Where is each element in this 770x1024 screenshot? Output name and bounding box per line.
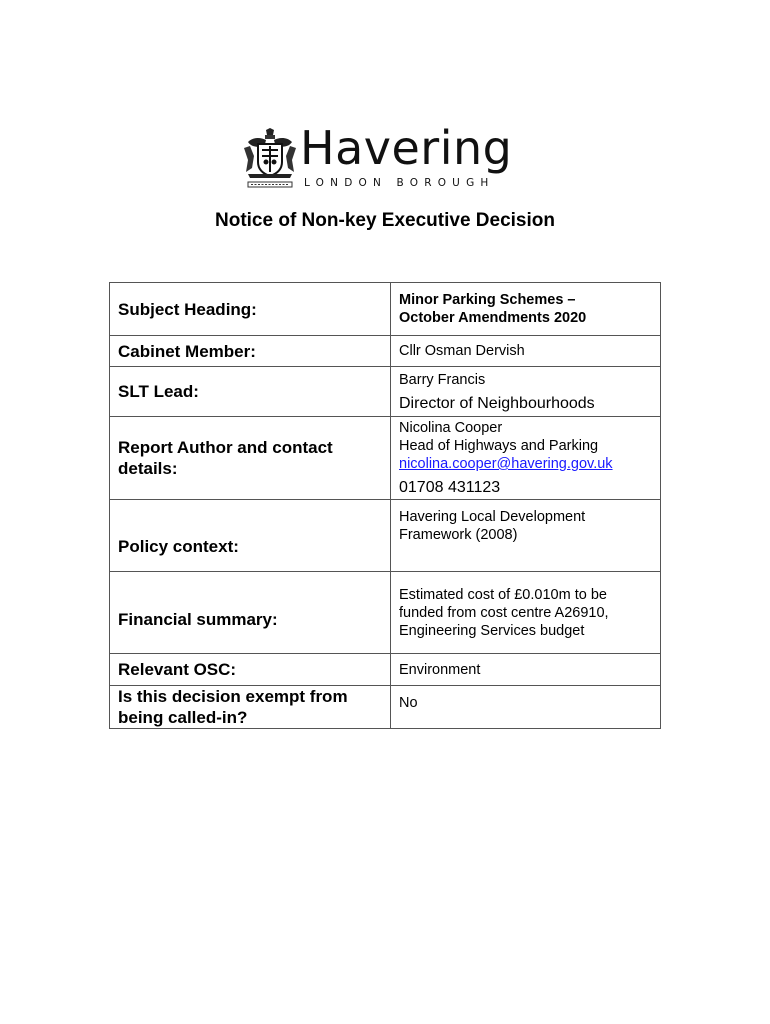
subject-heading-value: Minor Parking Schemes – October Amendments 2020: [391, 283, 661, 336]
cabinet-member-label: Cabinet Member:: [110, 336, 391, 367]
page-title: Notice of Non-key Executive Decision: [215, 210, 555, 231]
exempt-label: Is this decision exempt from being called-in?: [110, 686, 391, 729]
relevant-osc-label: Relevant OSC:: [110, 654, 391, 686]
borough-crest-icon: [242, 128, 298, 190]
financial-summary-value: Estimated cost of £0.010m to be funded from cost centre A26910, Engineering Services budget: [391, 572, 661, 654]
table-row-author: [110, 417, 661, 500]
report-author-value: Nicolina Cooper Head of Highways and Parking nicolina.cooper@havering.gov.uk 01708 431123: [391, 417, 661, 500]
decision-table: [109, 282, 661, 729]
logo-tagline: LONDON BOROUGH: [304, 177, 495, 189]
cabinet-member-value: Cllr Osman Dervish: [391, 336, 661, 367]
table-row-policy: [110, 500, 661, 572]
subject-heading-label: Subject Heading:: [110, 283, 391, 336]
slt-lead-value: Barry Francis Director of Neighbourhoods: [391, 367, 661, 417]
exempt-value: No: [391, 686, 661, 729]
policy-context-value: Havering Local Development Framework (2008): [391, 500, 661, 572]
financial-summary-label: Financial summary:: [110, 572, 391, 654]
table-row-subject: [110, 283, 661, 336]
table-row-financial: [110, 572, 661, 654]
report-author-label: Report Author and contact details:: [110, 417, 391, 500]
policy-context-label: Policy context:: [110, 500, 391, 572]
table-row-osc: [110, 654, 661, 686]
author-email-link[interactable]: nicolina.cooper@havering.gov.uk: [399, 456, 613, 472]
table-row-exempt: [110, 686, 661, 729]
slt-lead-label: SLT Lead:: [110, 367, 391, 417]
relevant-osc-value: Environment: [391, 654, 661, 686]
logo-wordmark: Havering: [300, 121, 513, 175]
havering-logo: [242, 121, 532, 192]
table-row-slt: [110, 367, 661, 417]
table-row-cabinet: [110, 336, 661, 367]
